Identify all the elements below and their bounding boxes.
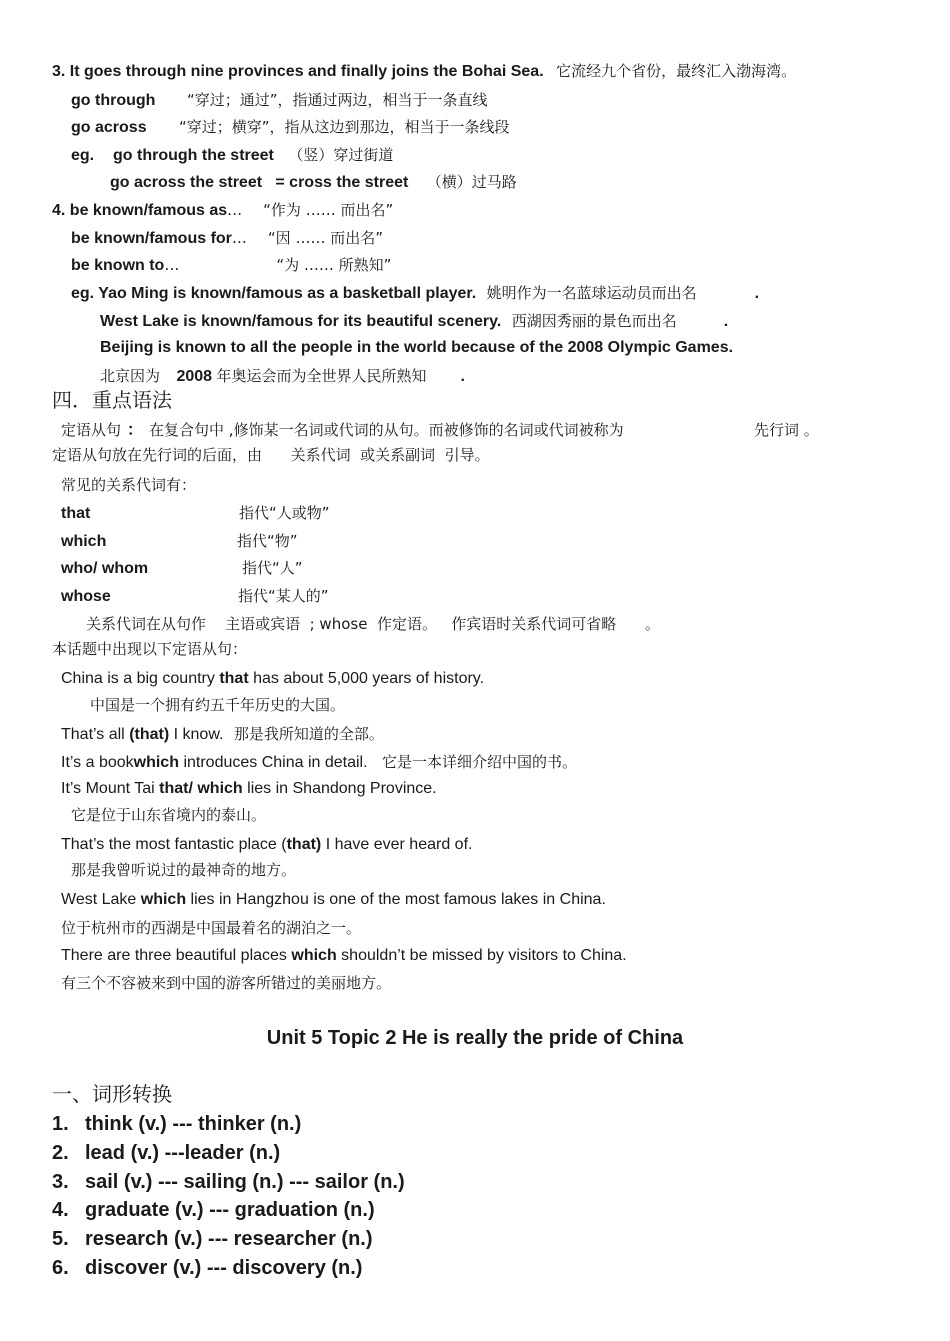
item-text: graduate (v.) --- graduation (n.) bbox=[85, 1199, 375, 1221]
word-form-item bbox=[52, 1141, 280, 1165]
pronoun-note: 关系代词在从句作 主语或宾语 ; whose 作定语。 作宾语时关系代词可省略 。 bbox=[86, 615, 660, 633]
word-form-item bbox=[52, 1170, 405, 1194]
example-sentence bbox=[61, 835, 472, 855]
item-number: 2. bbox=[52, 1142, 69, 1164]
example-text: China is a big country bbox=[61, 670, 215, 687]
example-sentence bbox=[61, 752, 577, 773]
eg1-text: go through the street bbox=[113, 147, 274, 164]
section1-heading: 一、词形转换 bbox=[52, 1082, 172, 1106]
item4-p1 bbox=[52, 200, 393, 221]
relative-pronoun: (that) bbox=[129, 726, 170, 743]
pronoun-desc: 指代“人或物” bbox=[239, 504, 330, 522]
example-text: introduces China in detail. bbox=[183, 754, 368, 771]
item3-line bbox=[52, 61, 796, 82]
pronoun-row bbox=[61, 558, 303, 579]
item4-ex1-en: eg. Yao Ming is known/famous as a basketball player. bbox=[71, 285, 477, 302]
def-antecedent: 先行词 。 bbox=[754, 421, 819, 439]
relative-pronoun: which bbox=[291, 947, 337, 964]
example-translation: 那是我曾听说过的最神奇的地方。 bbox=[71, 861, 297, 879]
pronoun-desc: 指代“物” bbox=[237, 532, 298, 550]
item4-p2 bbox=[71, 228, 383, 249]
pronoun-word: who/ whom bbox=[61, 560, 149, 577]
item-number: 3. bbox=[52, 1171, 69, 1193]
item4-p3-cn: “为 …… 所熟知” bbox=[276, 256, 392, 274]
example-sentence bbox=[61, 779, 437, 799]
pronoun-word: which bbox=[61, 533, 107, 550]
item4-ex3-end: . bbox=[460, 368, 465, 385]
example-translation: 有三个不容被来到中国的游客所错过的美丽地方。 bbox=[61, 974, 392, 992]
item4-p2-cn: “因 …… 而出名” bbox=[267, 229, 383, 247]
item4-ex3: Beijing is known to all the people in the world because of the 2008 Olympic Games. bbox=[100, 339, 734, 356]
example-sentence bbox=[61, 890, 606, 910]
go-across-line bbox=[71, 117, 510, 138]
item4-ex1 bbox=[71, 283, 759, 304]
item4-p1-cn: “作为 …… 而出名” bbox=[263, 201, 394, 219]
eg2-text: go across the street = cross the street bbox=[110, 174, 409, 191]
example-text: shouldn’t be missed by visitors to China. bbox=[341, 947, 627, 964]
example-text: I know. bbox=[173, 726, 224, 743]
item4-p1-en: 4. be known/famous as bbox=[52, 202, 228, 219]
word-form-item bbox=[52, 1198, 375, 1222]
eg2-line bbox=[110, 172, 517, 193]
item4-p3-en: be known to bbox=[71, 257, 165, 274]
go-through-cn: “穿过；通过”，指通过两边，相当于一条直线 bbox=[187, 91, 488, 109]
clauses-intro: 本话题中出现以下定语从句： bbox=[52, 640, 248, 658]
item-number: 5. bbox=[52, 1228, 69, 1250]
item4-ex3-cn-b: 2008 bbox=[176, 368, 213, 385]
example-translation: 位于杭州市的西湖是中国最着名的湖泊之一。 bbox=[61, 919, 362, 937]
def-text: 在复合句中 ,修饰某一名词或代词的从句。而被修饰的名词或代词被称为 bbox=[149, 421, 624, 439]
pronoun-desc: 指代“人” bbox=[242, 559, 303, 577]
definition-line-2: 定语从句放在先行词的后面，由 关系代词 或关系副词 引导。 bbox=[52, 446, 490, 464]
item4-ex2-cn: 西湖因秀丽的景色而出名 bbox=[511, 312, 677, 330]
item3-sentence: 3. It goes through nine provinces and finally joins the Bohai Sea. bbox=[52, 63, 544, 80]
example-sentence bbox=[61, 724, 384, 745]
word-form-item bbox=[52, 1227, 373, 1251]
example-sentence bbox=[61, 946, 627, 966]
example-text: West Lake bbox=[61, 891, 137, 908]
eg2-cn: （横）过马路 bbox=[426, 173, 517, 191]
item-number: 6. bbox=[52, 1257, 69, 1279]
relative-pronoun: that/ which bbox=[159, 780, 243, 797]
pronoun-row bbox=[61, 531, 298, 552]
example-translation: 中国是一个拥有约五千年历史的大国。 bbox=[90, 696, 346, 714]
example-text: lies in Shandong Province. bbox=[247, 780, 437, 797]
relative-pronoun: which bbox=[140, 891, 187, 908]
item4-p3-dots: … bbox=[164, 256, 180, 274]
item3-sentence-cn: 它流经九个省份，最终汇入渤海湾。 bbox=[556, 62, 797, 80]
example-text: That’s all bbox=[61, 726, 125, 743]
word-form-item bbox=[52, 1256, 362, 1280]
item4-ex3-cn-line bbox=[100, 366, 465, 387]
item-number: 1. bbox=[52, 1113, 69, 1135]
item4-ex1-cn: 姚明作为一名蓝球运动员而出名 bbox=[486, 284, 697, 302]
item4-ex2 bbox=[100, 311, 728, 332]
definition-line bbox=[61, 420, 819, 441]
item4-ex2-end: . bbox=[723, 313, 729, 330]
go-through-line bbox=[71, 90, 488, 111]
def-colon: ： bbox=[127, 422, 144, 439]
item-number: 4. bbox=[52, 1199, 69, 1221]
item4-ex2-en: West Lake is known/famous for its beautiful scenery. bbox=[100, 313, 502, 330]
example-text: lies in Hangzhou is one of the most famous lakes in China. bbox=[190, 891, 606, 908]
item4-p3 bbox=[71, 255, 391, 276]
relative-pronoun: that bbox=[219, 670, 249, 687]
item-text: discover (v.) --- discovery (n.) bbox=[85, 1257, 363, 1279]
relative-pronoun: which bbox=[133, 754, 179, 771]
item-text: lead (v.) ---leader (n.) bbox=[85, 1142, 281, 1164]
item4-ex3-cn-a: 北京因为 bbox=[100, 367, 161, 385]
def-term: 定语从句 bbox=[61, 421, 122, 439]
item4-ex1-end: . bbox=[754, 285, 760, 302]
example-text: There are three beautiful places bbox=[61, 947, 287, 964]
example-text: I have ever heard of. bbox=[325, 836, 473, 853]
go-across-term: go across bbox=[71, 119, 147, 136]
item-text: sail (v.) --- sailing (n.) --- sailor (n.) bbox=[85, 1171, 405, 1193]
pronoun-desc: 指代“某人的” bbox=[238, 587, 329, 605]
item-text: think (v.) --- thinker (n.) bbox=[85, 1113, 302, 1135]
go-through-term: go through bbox=[71, 92, 156, 109]
example-translation: 它是位于山东省境内的泰山。 bbox=[71, 806, 267, 824]
grammar-heading: 四．重点语法 bbox=[52, 388, 172, 412]
pronoun-word: whose bbox=[61, 588, 111, 605]
example-text: It’s a book bbox=[61, 754, 134, 771]
item4-ex3-cn-c: 年奥运会而为全世界人民所熟知 bbox=[216, 367, 427, 385]
pronoun-row bbox=[61, 586, 329, 607]
item-text: research (v.) --- researcher (n.) bbox=[85, 1228, 373, 1250]
pronoun-word: that bbox=[61, 505, 91, 522]
item4-p1-dots: … bbox=[227, 201, 243, 219]
item4-p2-en: be known/famous for bbox=[71, 230, 232, 247]
eg1-line bbox=[71, 145, 393, 166]
example-text: It’s Mount Tai bbox=[61, 780, 155, 797]
example-text: That’s the most fantastic place ( bbox=[61, 836, 287, 853]
go-across-cn: “穿过；横穿”，指从这边到那边，相当于一条线段 bbox=[179, 118, 510, 136]
common-pronouns-label: 常见的关系代词有： bbox=[61, 476, 197, 494]
eg-label: eg. bbox=[71, 147, 95, 164]
example-translation: 它是一本详细介绍中国的书。 bbox=[382, 753, 578, 771]
unit-title: Unit 5 Topic 2 He is really the pride of China bbox=[266, 1027, 684, 1049]
example-text: has about 5,000 years of history. bbox=[253, 670, 485, 687]
example-sentence bbox=[61, 669, 484, 689]
relative-pronoun: that) bbox=[286, 836, 322, 853]
eg1-cn: （竖）穿过街道 bbox=[288, 146, 394, 164]
item4-p2-dots: … bbox=[231, 229, 247, 247]
word-form-item bbox=[52, 1112, 301, 1136]
pronoun-row bbox=[61, 503, 330, 524]
example-translation: 那是我所知道的全部。 bbox=[233, 725, 384, 743]
